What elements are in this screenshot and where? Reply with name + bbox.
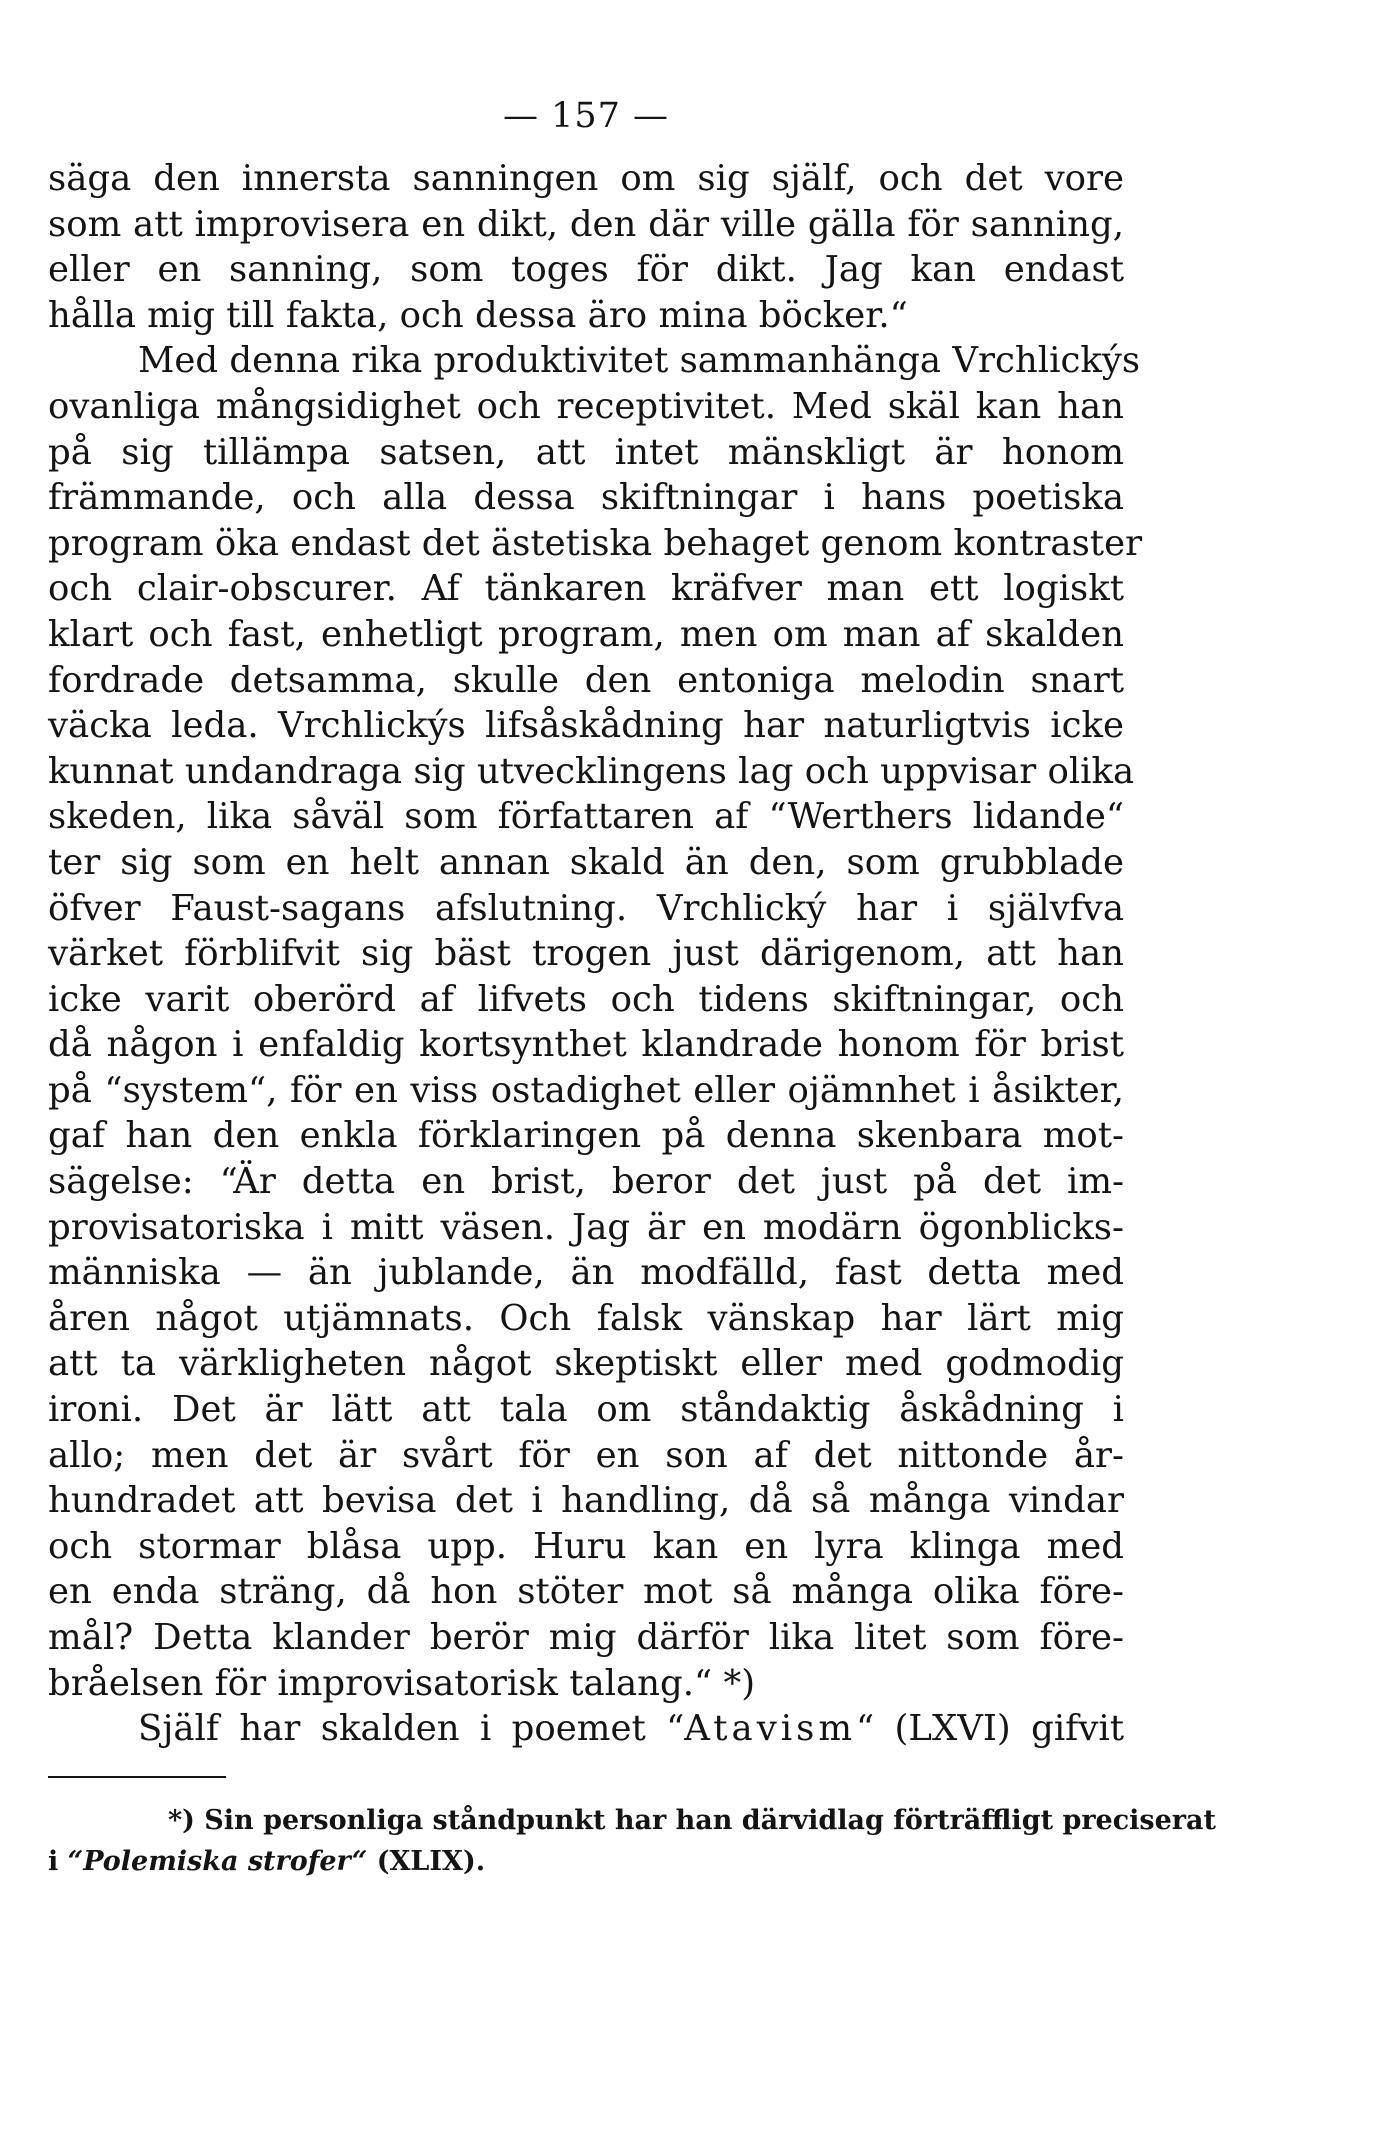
text-line: på “system“, för en viss ostadighet eller ojämnhet i åsikter,: [48, 1069, 1124, 1111]
text-line: Med denna rika produktivitet sammanhänga Vrchlickýs: [138, 340, 1141, 382]
text-line: åren något utjämnats. Och falsk vänskap har lärt mig: [48, 1297, 1124, 1339]
text-line: icke varit oberörd af lifvets och tidens skiftningar, och: [48, 978, 1124, 1020]
text-line: och clair-obscurer. Af tänkaren kräfver man ett logiskt: [48, 568, 1124, 610]
text-line: skeden, lika såväl som författaren af “Werthers lidande“: [48, 796, 1124, 838]
text-line: ironi. Det är lätt att tala om ståndaktig åskådning i: [48, 1389, 1124, 1431]
text-line: program öka endast det ästetiska behaget genom kontraster: [48, 522, 1143, 564]
text-line: hundradet att bevisa det i handling, då så många vindar: [48, 1480, 1124, 1522]
text-line: på sig tillämpa satsen, att intet mänskligt är honom: [48, 431, 1124, 473]
page-number: — 157 —: [502, 96, 670, 136]
text-line: då någon i enfaldig kortsynthet klandrade honom för brist: [48, 1024, 1124, 1066]
book-page: [48, 96, 1216, 1882]
text-line: ovanliga mångsidighet och receptivitet. Med skäl kan han: [48, 385, 1124, 427]
text-line: bråelsen för improvisatorisk talang.“ *): [48, 1662, 756, 1704]
footnote-line: [48, 1841, 1124, 1882]
footnote-line: *) Sin personliga ståndpunkt har han därvidlag förträffligt preciserat: [168, 1804, 1216, 1836]
text-line: främmande, och alla dessa skiftningar i hans poetiska: [48, 477, 1124, 519]
body-text: [48, 156, 1143, 1752]
text-segment: (XLIX).: [367, 1845, 486, 1877]
text-line: kunnat undandraga sig utvecklingens lag och uppvisar olika: [48, 750, 1135, 792]
text-line: [48, 1706, 1124, 1752]
text-line: mål? Detta klander berör mig därför lika litet som före-: [48, 1617, 1124, 1658]
footnote-title: “Polemiska strofer“: [67, 1845, 368, 1877]
text-line: att ta värkligheten något skeptiskt eller med godmodig: [48, 1343, 1124, 1385]
footnote: [48, 1800, 1216, 1882]
text-line: och stormar blåsa upp. Huru kan en lyra klinga med: [48, 1525, 1124, 1567]
text-line: en enda sträng, då hon stöter mot så många olika före-: [48, 1571, 1124, 1613]
text-segment: “ (LXVI) gifvit: [856, 1708, 1125, 1750]
text-line: väcka leda. Vrchlickýs lifsåskådning har naturligtvis icke: [48, 705, 1124, 747]
text-line: som att improvisera en dikt, den där ville gälla för sanning,: [48, 203, 1124, 245]
text-line: eller en sanning, som toges för dikt. Jag kan endast: [48, 249, 1124, 291]
text-line: klart och fast, enhetligt program, men om man af skalden: [48, 613, 1124, 655]
text-line: allo; men det är svårt för en son af det nittonde år-: [48, 1434, 1124, 1476]
text-segment: Själf har skalden i poemet “: [138, 1708, 685, 1750]
text-segment: i: [48, 1845, 68, 1877]
text-line: provisatoriska i mitt väsen. Jag är en modärn ögonblicks-: [48, 1206, 1124, 1248]
text-line: öfver Faust-sagans afslutning. Vrchlický har i självfva: [48, 887, 1124, 929]
text-line: sägelse: “Är detta en brist, beror det just på det im-: [48, 1161, 1124, 1203]
text-line: ter sig som en helt annan skald än den, som grubblade: [48, 841, 1124, 883]
text-line: hålla mig till fakta, och dessa äro mina böcker.“: [48, 294, 908, 336]
footnote-divider: [48, 1776, 226, 1778]
text-line: gaf han den enkla förklaringen på denna skenbara mot-: [48, 1115, 1124, 1157]
text-line: fordrade detsamma, skulle den entoniga melodin snart: [48, 659, 1124, 701]
text-line: säga den innersta sanningen om sig själf, och det vore: [48, 158, 1124, 199]
spaced-title: Atavism: [684, 1708, 856, 1750]
text-line: värket förblifvit sig bäst trogen just därigenom, att han: [48, 933, 1124, 975]
text-line: människa — än jublande, än modfälld, fast detta med: [48, 1252, 1124, 1294]
